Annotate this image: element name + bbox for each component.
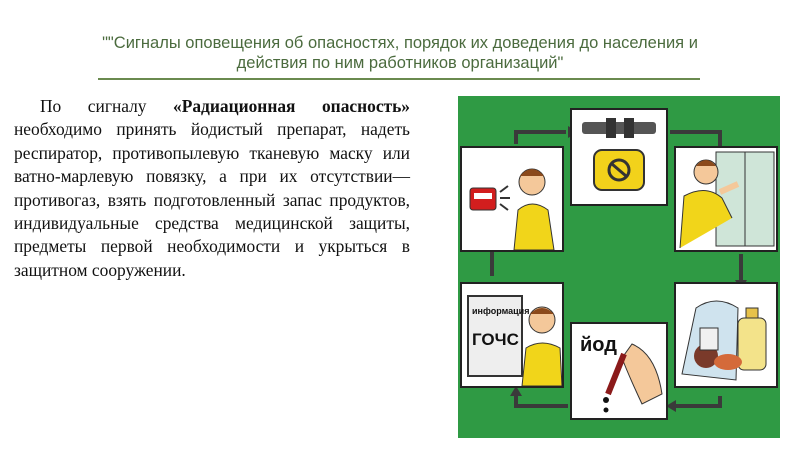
- title-underline: [98, 78, 700, 80]
- dropper-icon: [572, 324, 666, 418]
- tv-label-information: информация: [472, 306, 530, 316]
- alarm-button-icon: [572, 110, 666, 204]
- body-text: [14, 95, 410, 282]
- slide-title: ""Сигналы оповещения об опасностях, порядок их доведения до населения и действия по ним работников организаций": [102, 34, 698, 72]
- body-lead: По сигналу: [40, 96, 174, 116]
- tv-label-gochs: ГОЧС: [472, 330, 519, 349]
- body-rest: необходимо принять йодистый препарат, надеть респиратор, противопылевую тканевую маску или ватно-марлевую повязку, а при их отсутствии—противогаз, взять подготовленный запас продуктов, индивидуальные средства медицинской защиты, предметы первой необходимости и укрыться в защитном сооружении.: [14, 119, 410, 280]
- food-bag-icon: [676, 284, 776, 386]
- radio-listener-icon: [462, 148, 562, 250]
- signal-name: «Радиационная опасность»: [173, 96, 410, 116]
- card-window: [674, 146, 778, 252]
- iodine-label: йод: [580, 334, 617, 356]
- card-tv-information: [460, 282, 564, 388]
- card-alarm-button: [570, 108, 668, 206]
- card-iodine: [570, 322, 668, 420]
- card-food-supplies: [674, 282, 778, 388]
- window-icon: [676, 148, 776, 250]
- instruction-illustration: [458, 96, 780, 438]
- card-radio-listener: [460, 146, 564, 252]
